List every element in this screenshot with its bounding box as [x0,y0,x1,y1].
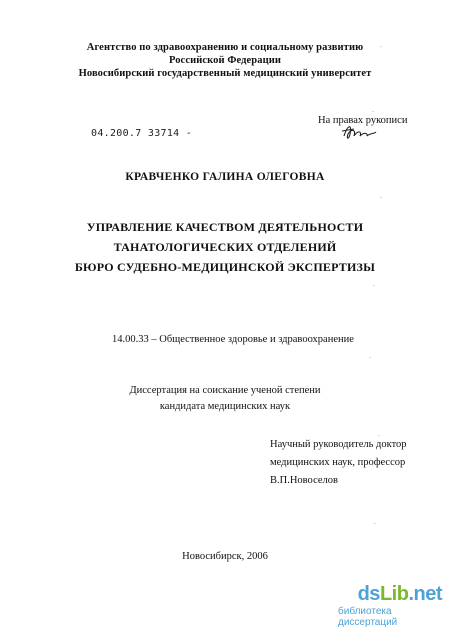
scan-speck: . [380,42,382,49]
dissertation-degree-line-2: кандидата медицинских наук [159,401,291,412]
dslib-logo [358,583,442,606]
title-line-3: БЮРО СУДЕБНО-МЕДИЦИНСКОЙ ЭКСПЕРТИЗЫ [74,260,376,274]
scan-speck: . [372,107,374,114]
header-country: Российской Федерации [168,55,282,66]
title-line-2: ТАНАТОЛОГИЧЕСКИХ ОТДЕЛЕНИЙ [113,240,337,254]
author-name: КРАВЧЕНКО ГАЛИНА ОЛЕГОВНА [125,171,325,183]
scan-speck: . [378,431,380,438]
specialty-code: 14.00.33 – Общественное здоровье и здравоохранение [112,334,354,345]
registration-stamp: 04.200.7 33714 - [91,128,193,139]
scan-speck: . [373,281,375,288]
header-agency: Агентство по здравоохранению и социальному развитию [86,42,364,53]
header-university: Новосибирский государственный медицинский университет [78,68,372,79]
scan-speck: . [374,519,376,526]
rights-notice: На правах рукописи [318,115,408,126]
place-and-year: Новосибирск, 2006 [182,551,268,562]
logo-part-net: .net [408,583,442,605]
dslib-watermark [338,583,442,628]
logo-part-lib: Lib [379,583,409,605]
title-line-1: УПРАВЛЕНИЕ КАЧЕСТВОМ ДЕЯТЕЛЬНОСТИ [86,220,364,234]
scan-speck: . [369,353,371,360]
logo-part-ds: ds [357,583,380,605]
supervisor-name: В.П.Новоселов [270,475,338,486]
supervisor-line-1: Научный руководитель доктор [270,439,407,450]
supervisor-line-2: медицинских наук, профессор [270,457,406,468]
handwritten-signature [340,122,380,142]
dissertation-degree-line-1: Диссертация на соискание ученой степени [129,385,321,396]
dslib-subtitle: библиотека диссертаций [338,606,398,628]
scan-speck: . [380,193,382,200]
